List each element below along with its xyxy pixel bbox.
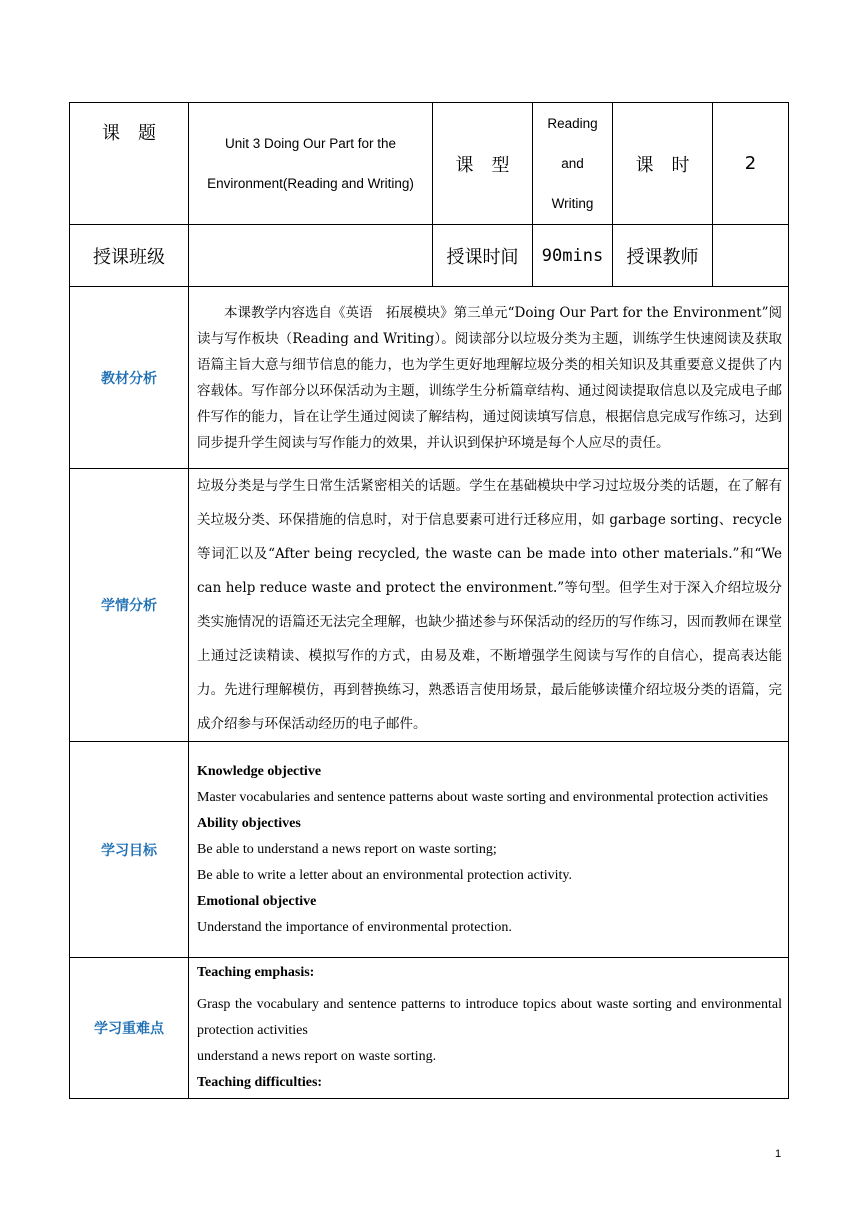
class-value (189, 225, 433, 287)
emotional-text: Understand the importance of environmental protection. (197, 919, 512, 935)
time-value: 90mins (533, 225, 613, 287)
learner-label: 学情分析 (70, 469, 189, 742)
type-value (533, 103, 613, 225)
row-material-analysis (70, 287, 789, 469)
objectives-label: 学习目标 (70, 742, 189, 958)
ability-item-2: Be able to write a letter about an environmental protection activity. (197, 867, 573, 883)
type-value-line3: Writing (551, 195, 594, 211)
row-class-info (70, 225, 789, 287)
row-objectives (70, 742, 789, 958)
emphasis-item-2: understand a news report on waste sorting. (197, 1049, 437, 1064)
hours-label: 课 时 (613, 103, 713, 225)
hours-value: 2 (713, 103, 789, 225)
key-points-label: 学习重难点 (70, 958, 189, 1099)
topic-label: 课 题 (70, 103, 189, 225)
lesson-plan-table (69, 102, 789, 1099)
learner-text: 垃圾分类是与学生日常生活紧密相关的话题。学生在基础模块中学习过垃圾分类的话题，在了解有关垃圾分类、环保措施的信息时，对于信息要素可进行迁移应用，如 garbage sorting、recycle 等词汇以及“After being recycled, the waste can be made into other materials.”和“We can help reduce waste and protect the environment.”等句型。但学生对于深入介绍垃圾分类实施情况的语篇还无法完全理解，也缺少描述参与环保活动的经历的写作练习，因而教师在课堂上通过泛读精读、模拟写作的方式，由易及难，不断增强学生阅读与写作的自信心，提高表达能力。先进行理解模仿，再到替换练习，熟悉语言使用场景，最后能够读懂介绍垃圾分类的语篇，完成介绍参与环保活动经历的电子邮件。 (189, 469, 789, 742)
material-text: 本课教学内容选自《英语 拓展模块》第三单元“Doing Our Part for the Environment”阅读与写作板块（Reading and Writing）。阅读部分以垃圾分类为主题，训练学生快速阅读及获取语篇主旨大意与细节信息的能力，也为学生更好地理解垃圾分类的相关知识及其重要意义提供了内容载体。写作部分以环保活动为主题，训练学生分析篇章结构、通过阅读提取信息以及完成电子邮件写作的能力，旨在让学生通过阅读了解结构，通过阅读填写信息，根据信息完成写作练习，达到同步提升学生阅读与写作能力的效果，并认识到保护环境是每个人应尽的责任。 (189, 287, 789, 469)
topic-value-line1: Unit 3 Doing Our Part for the (224, 135, 397, 151)
type-value-line2: and (561, 155, 584, 171)
objectives-content (189, 742, 789, 958)
emphasis-item-1: Grasp the vocabulary and sentence patterns to introduce topics about waste sorting and environmental protection activities (197, 997, 782, 1038)
teacher-value (713, 225, 789, 287)
knowledge-title: Knowledge objective (197, 763, 322, 779)
row-learner-analysis (70, 469, 789, 742)
ability-item-1: Be able to understand a news report on waste sorting; (197, 841, 497, 857)
type-value-line1: Reading (547, 115, 598, 131)
class-label: 授课班级 (70, 225, 189, 287)
page-number: 1 (775, 1148, 782, 1160)
emotional-title: Emotional objective (197, 893, 317, 909)
difficulties-title: Teaching difficulties: (197, 1075, 323, 1090)
topic-value-line2: Environment(Reading and Writing) (207, 175, 414, 191)
key-points-content (189, 958, 789, 1099)
type-label: 课 型 (433, 103, 533, 225)
emphasis-title: Teaching emphasis: (197, 965, 315, 980)
row-key-points (70, 958, 789, 1099)
row-topic (70, 103, 789, 225)
ability-title: Ability objectives (197, 815, 301, 831)
teacher-label: 授课教师 (613, 225, 713, 287)
knowledge-text: Master vocabularies and sentence patterns about waste sorting and environmental protection activities (197, 789, 769, 805)
topic-value (189, 103, 433, 225)
time-label: 授课时间 (433, 225, 533, 287)
material-label: 教材分析 (70, 287, 189, 469)
